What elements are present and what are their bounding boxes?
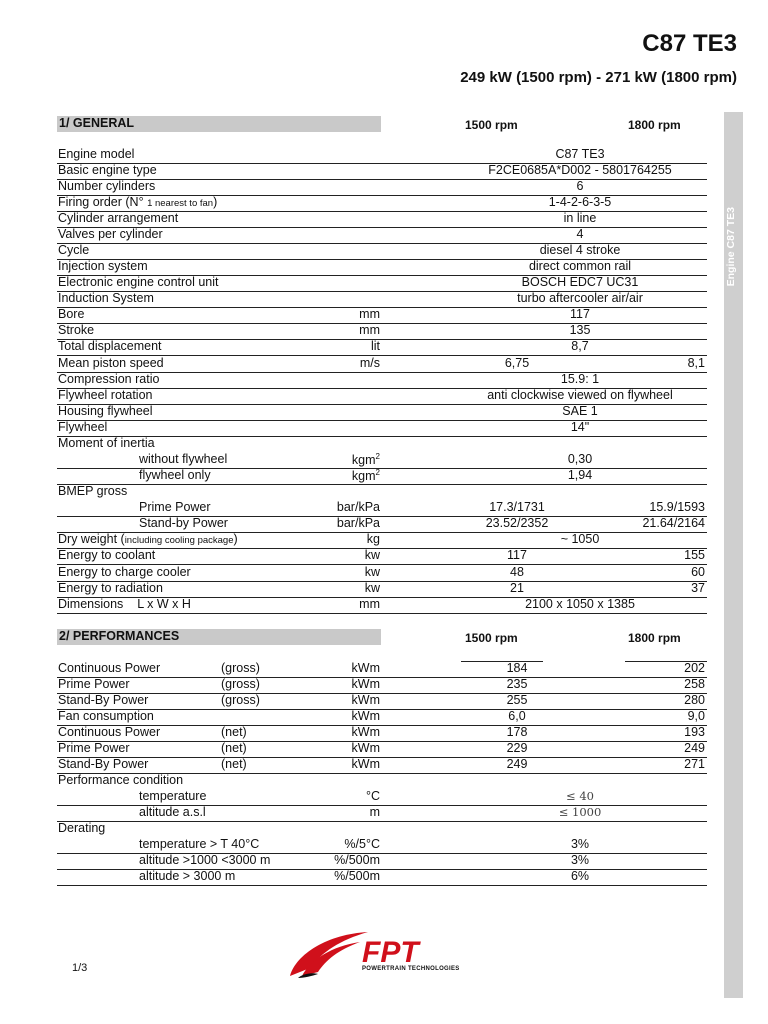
row-cylinder-arrangement xyxy=(57,211,707,228)
row-derating-temperature xyxy=(57,837,707,854)
row-standby-gross xyxy=(57,693,707,710)
side-tab-label: Engine C87 TE3 xyxy=(725,207,737,287)
row-value-1800: 8,1 xyxy=(687,356,705,370)
side-tab xyxy=(724,112,743,998)
row-label: Basic engine type xyxy=(58,163,157,177)
row-label: Housing flywheel xyxy=(58,404,153,418)
row-value: 3% xyxy=(570,837,590,851)
row-unit-base: kgm xyxy=(351,453,376,468)
row-label: Energy to radiation xyxy=(58,581,163,595)
row-basic-engine-type xyxy=(57,163,707,180)
row-unit: bar/kPa xyxy=(336,500,380,514)
section-performances-title: 2/ PERFORMANCES xyxy=(59,629,180,643)
row-prime-gross xyxy=(57,677,707,694)
row-label-main: Firing order (N° xyxy=(58,195,144,209)
row-label: Number cylinders xyxy=(58,179,156,193)
row-moi-flywheel-only xyxy=(57,468,707,485)
row-unit xyxy=(352,452,380,467)
row-label: Prime Power xyxy=(58,741,130,755)
row-fan-consumption xyxy=(57,709,707,726)
row-value-1800: 9,0 xyxy=(687,709,705,723)
row-value-1500: 249 xyxy=(506,757,528,771)
row-value-1500: 255 xyxy=(506,693,528,707)
row-label: Derating xyxy=(58,821,106,835)
row-derating-altitude-1 xyxy=(57,853,707,870)
row-continuous-gross xyxy=(57,661,707,678)
row-unit: m/s xyxy=(359,356,380,370)
row-unit: mm xyxy=(359,323,380,337)
row-energy-charge-cooler xyxy=(57,565,707,582)
row-value: anti clockwise viewed on flywheel xyxy=(487,388,673,402)
row-label: Cycle xyxy=(58,243,90,257)
row-label: Prime Power xyxy=(58,677,130,691)
row-value: direct common rail xyxy=(528,259,632,273)
row-moment-of-inertia xyxy=(57,436,707,452)
row-value: 4 xyxy=(576,227,584,241)
row-value: BOSCH EDC7 UC31 xyxy=(521,275,639,289)
row-value-1800: 280 xyxy=(684,693,705,707)
row-value: turbo aftercooler air/air xyxy=(517,291,643,305)
row-label: Continuous Power xyxy=(58,725,161,739)
row-energy-radiation xyxy=(57,581,707,598)
row-unit: kWm xyxy=(351,741,380,755)
row-firing-order xyxy=(57,195,707,212)
row-value-1800: 155 xyxy=(684,548,705,562)
row-label: Compression ratio xyxy=(58,372,160,386)
fpt-logo-text: FPT xyxy=(362,936,419,969)
row-unit: kw xyxy=(364,581,380,595)
row-label: Flywheel xyxy=(58,420,108,434)
row-qualifier: (gross) xyxy=(221,661,260,675)
row-unit: kWm xyxy=(351,709,380,723)
row-label: Energy to charge cooler xyxy=(58,565,191,579)
row-label: Bore xyxy=(58,307,85,321)
row-value-1800: 193 xyxy=(684,725,705,739)
row-derating xyxy=(57,821,707,837)
row-value-1500: 229 xyxy=(506,741,528,755)
row-label: altitude > 3000 m xyxy=(139,869,236,883)
row-unit: kWm xyxy=(351,661,380,675)
row-qualifier: (gross) xyxy=(221,693,260,707)
row-label: Total displacement xyxy=(58,339,162,353)
row-value: SAE 1 xyxy=(562,404,598,418)
row-value-1500: 184 xyxy=(506,661,528,675)
row-value: ≤ 40 xyxy=(566,789,594,803)
row-value: in line xyxy=(563,211,597,225)
row-label: Stand-By Power xyxy=(58,693,149,707)
row-bmep-prime xyxy=(57,500,707,517)
row-label-note: 1 nearest to fan xyxy=(147,198,214,209)
row-value: 1-4-2-6-3-5 xyxy=(548,195,612,209)
row-moi-without-flywheel xyxy=(57,452,707,469)
row-label: BMEP gross xyxy=(58,484,128,498)
row-value-1500: 6,0 xyxy=(508,709,526,723)
row-value-1500: 21 xyxy=(510,581,524,595)
row-label: Mean piston speed xyxy=(58,356,164,370)
row-unit: kWm xyxy=(351,725,380,739)
row-value: 1,94 xyxy=(567,468,593,482)
row-unit: kWm xyxy=(351,757,380,771)
row-bmep xyxy=(57,484,707,500)
page-number: 1/3 xyxy=(72,962,88,974)
row-unit: mm xyxy=(359,307,380,321)
row-unit: %/5°C xyxy=(344,837,380,851)
row-compression xyxy=(57,372,707,389)
row-value-1500: 17.3/1731 xyxy=(489,500,545,514)
row-qualifier: (net) xyxy=(221,725,247,739)
row-label: Moment of inertia xyxy=(58,436,155,450)
row-value: diesel 4 stroke xyxy=(539,243,621,257)
row-unit: mm xyxy=(359,597,380,611)
row-induction xyxy=(57,291,707,308)
fpt-logo-subtitle: POWERTRAIN TECHNOLOGIES xyxy=(362,966,460,972)
perf-rpm1-header: 1500 rpm xyxy=(465,631,518,645)
row-dimensions xyxy=(57,597,707,614)
row-label-end: ) xyxy=(233,532,238,546)
row-qualifier: (net) xyxy=(221,757,247,771)
row-label: Fan consumption xyxy=(58,709,154,723)
row-piston-speed xyxy=(57,356,707,373)
row-value-1800: 60 xyxy=(691,565,705,579)
row-number-cylinders xyxy=(57,179,707,196)
row-unit xyxy=(352,468,380,483)
row-label: altitude a.s.l xyxy=(139,805,206,819)
row-label: Stroke xyxy=(58,323,95,337)
row-label-main: Dry weight ( xyxy=(58,532,125,546)
row-qualifier: (net) xyxy=(221,741,247,755)
row-value-1500: 48 xyxy=(510,565,524,579)
row-label: Induction System xyxy=(58,291,154,305)
row-value: 15.9: 1 xyxy=(560,372,600,386)
row-label: altitude >1000 <3000 m xyxy=(139,853,271,867)
row-derating-altitude-2 xyxy=(57,869,707,886)
row-unit: bar/kPa xyxy=(336,516,380,530)
row-value: 6 xyxy=(576,179,584,193)
row-value-1500: 23.52/2352 xyxy=(485,516,549,530)
fpt-logo xyxy=(288,928,488,980)
row-value-1800: 37 xyxy=(691,581,705,595)
row-unit: m xyxy=(369,805,380,819)
row-value-1800: 249 xyxy=(684,741,705,755)
row-label: Engine model xyxy=(58,147,135,161)
row-value: C87 TE3 xyxy=(555,147,605,161)
row-unit: kWm xyxy=(351,677,380,691)
row-bore xyxy=(57,307,707,324)
row-perf-temperature xyxy=(57,789,707,806)
row-prime-net xyxy=(57,741,707,758)
row-value-1800: 21.64/2164 xyxy=(642,516,705,530)
row-unit: %/500m xyxy=(334,869,380,883)
row-unit: kg xyxy=(366,532,380,546)
row-value: 6% xyxy=(570,869,590,883)
row-value: 135 xyxy=(569,323,591,337)
row-label: Energy to coolant xyxy=(58,548,156,562)
row-energy-coolant xyxy=(57,548,707,565)
row-label: Dimensions L x W x H xyxy=(58,597,191,611)
row-value: 14" xyxy=(570,420,590,434)
row-unit-sup: 2 xyxy=(375,452,380,461)
row-value: 117 xyxy=(570,307,590,321)
row-value-1800: 271 xyxy=(684,757,705,771)
page-title: C87 TE3 xyxy=(642,30,737,57)
row-value-1800: 15.9/1593 xyxy=(649,500,705,514)
row-value: F2CE0685A*D002 - 5801764255 xyxy=(488,163,672,177)
row-unit: lit xyxy=(370,339,380,353)
row-label: temperature > T 40°C xyxy=(139,837,260,851)
row-performance-condition xyxy=(57,773,707,789)
row-unit: %/500m xyxy=(334,853,380,867)
row-stroke xyxy=(57,323,707,340)
row-unit-sup: 2 xyxy=(375,468,380,477)
row-continuous-net xyxy=(57,725,707,742)
row-label: without flywheel xyxy=(139,452,228,466)
row-value: 2100 x 1050 x 1385 xyxy=(525,597,635,611)
row-value: ≤ 1000 xyxy=(558,805,602,819)
row-value-1500: 117 xyxy=(507,548,527,562)
row-unit: °C xyxy=(365,789,380,803)
perf-rpm2-header: 1800 rpm xyxy=(628,631,681,645)
row-label-note: including cooling package xyxy=(124,535,234,546)
row-unit: kWm xyxy=(351,693,380,707)
row-label-end: ) xyxy=(213,195,218,209)
row-value: 0,30 xyxy=(567,452,593,466)
row-label: Injection system xyxy=(58,259,148,273)
row-dry-weight xyxy=(57,532,707,549)
row-standby-net xyxy=(57,757,707,774)
row-label: Stand-by Power xyxy=(139,516,228,530)
section-performances-header xyxy=(57,629,381,645)
row-label: Valves per cylinder xyxy=(58,227,163,241)
row-value-1800: 258 xyxy=(684,677,705,691)
general-rpm2-header: 1800 rpm xyxy=(628,118,681,132)
row-label xyxy=(58,532,238,546)
row-label: Cylinder arrangement xyxy=(58,211,179,225)
row-unit: kw xyxy=(364,565,380,579)
general-rpm1-header: 1500 rpm xyxy=(465,118,518,132)
row-displacement xyxy=(57,339,707,356)
row-label: temperature xyxy=(139,789,207,803)
row-label: Electronic engine control unit xyxy=(58,275,219,289)
row-unit: kw xyxy=(364,548,380,562)
row-housing-flywheel xyxy=(57,404,707,421)
row-label xyxy=(58,195,217,209)
row-label: flywheel only xyxy=(139,468,211,482)
row-label: Prime Power xyxy=(139,500,211,514)
page-subtitle: 249 kW (1500 rpm) - 271 kW (1800 rpm) xyxy=(460,69,737,86)
row-value-1500: 6,75 xyxy=(504,356,530,370)
row-engine-model xyxy=(57,147,707,164)
row-label: Flywheel rotation xyxy=(58,388,153,402)
row-flywheel-rotation xyxy=(57,388,707,405)
row-flywheel xyxy=(57,420,707,437)
row-value-1500: 235 xyxy=(506,677,528,691)
row-unit-base: kgm xyxy=(351,469,376,484)
row-valves xyxy=(57,227,707,244)
row-label: Continuous Power xyxy=(58,661,161,675)
row-value-1800: 202 xyxy=(684,661,705,675)
fpt-swoosh-icon xyxy=(288,928,488,980)
row-label: Performance condition xyxy=(58,773,184,787)
row-ecu xyxy=(57,275,707,292)
row-cycle xyxy=(57,243,707,260)
row-value: ~ 1050 xyxy=(560,532,600,546)
row-label: Stand-By Power xyxy=(58,757,149,771)
section-general-title: 1/ GENERAL xyxy=(59,116,135,130)
row-value: 8,7 xyxy=(571,339,589,353)
row-value: 3% xyxy=(570,853,590,867)
row-injection xyxy=(57,259,707,276)
section-general-header xyxy=(57,116,381,132)
row-value-1500: 178 xyxy=(506,725,528,739)
row-qualifier: (gross) xyxy=(221,677,260,691)
row-perf-altitude xyxy=(57,805,707,822)
row-bmep-standby xyxy=(57,516,707,533)
